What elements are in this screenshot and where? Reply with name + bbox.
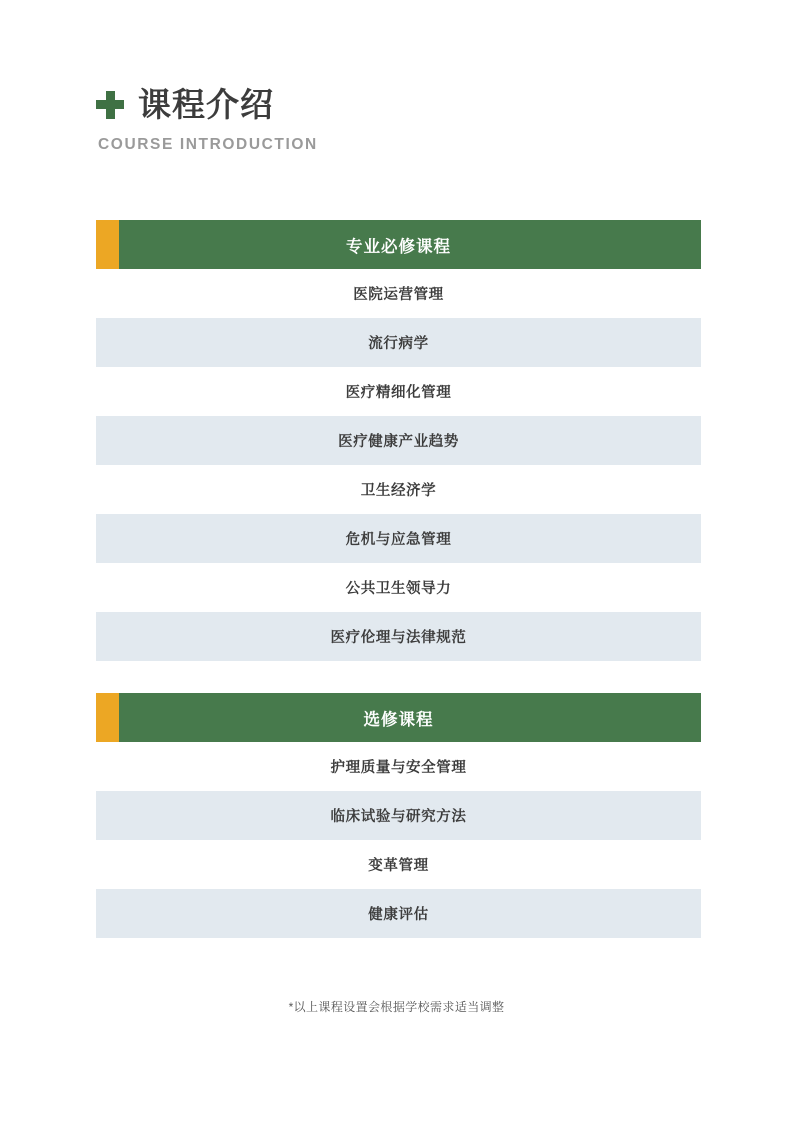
section-required-courses	[96, 220, 701, 661]
table-row: 危机与应急管理	[96, 514, 701, 563]
table-row: 医院运营管理	[96, 269, 701, 318]
table-row: 卫生经济学	[96, 465, 701, 514]
page-header	[96, 88, 716, 154]
plus-icon-vertical-bar	[106, 91, 115, 119]
section-accent-bar	[96, 693, 119, 742]
table-row: 公共卫生领导力	[96, 563, 701, 612]
course-tables	[96, 220, 701, 938]
section-header-elective	[96, 693, 701, 742]
table-row: 护理质量与安全管理	[96, 742, 701, 791]
table-row: 医疗精细化管理	[96, 367, 701, 416]
plus-icon	[96, 91, 124, 119]
section-accent-bar	[96, 220, 119, 269]
page-title: 课程介绍	[138, 86, 274, 123]
page-subtitle: COURSE INTRODUCTION	[98, 136, 318, 153]
table-row: 流行病学	[96, 318, 701, 367]
footnote: *以上课程设置会根据学校需求适当调整	[288, 1000, 505, 1014]
table-row: 变革管理	[96, 840, 701, 889]
title-row	[96, 88, 716, 121]
section-elective-courses	[96, 693, 701, 938]
section-title-required: 专业必修课程	[346, 237, 451, 256]
table-row: 健康评估	[96, 889, 701, 938]
section-header-required	[96, 220, 701, 269]
table-row: 临床试验与研究方法	[96, 791, 701, 840]
table-row: 医疗健康产业趋势	[96, 416, 701, 465]
table-row: 医疗伦理与法律规范	[96, 612, 701, 661]
section-title-elective: 选修课程	[363, 710, 434, 729]
